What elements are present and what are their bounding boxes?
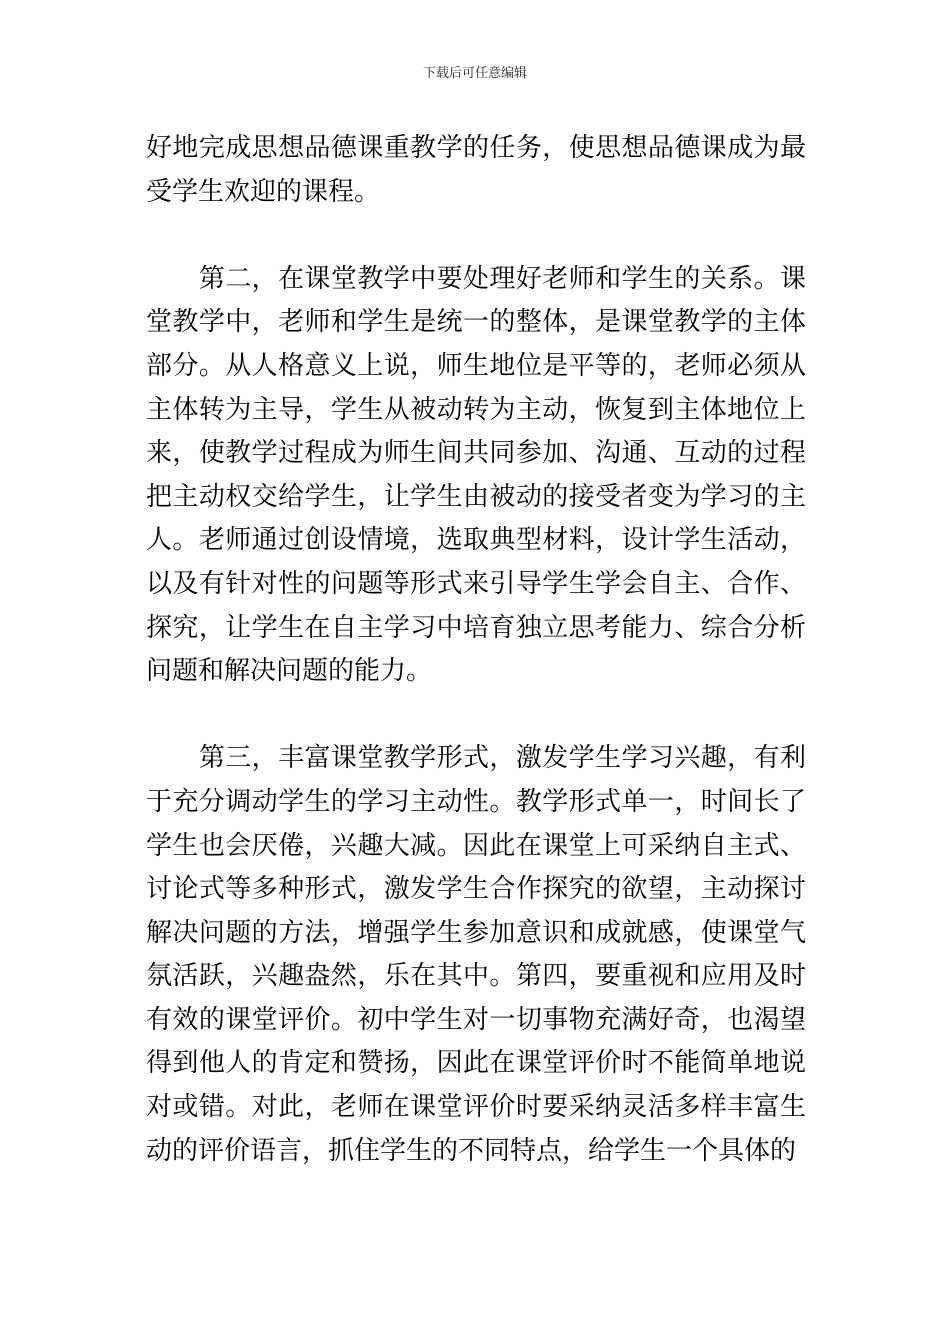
text-line: 讨论式等多种形式，激发学生合作探究的欲望，主动探讨: [146, 874, 806, 905]
text-line: 得到他人的肯定和赞扬，因此在课堂评价时不能简单地说: [146, 1048, 806, 1079]
text-line: 于充分调动学生的学习主动性。教学形式单一，时间长了: [146, 786, 806, 817]
document-body: [146, 127, 806, 1173]
text-line: 把主动权交给学生，让学生由被动的接受者变为学习的主: [146, 481, 806, 512]
text-line: 人。老师通过创设情境，选取典型材料，设计学生活动，: [146, 525, 806, 556]
text-line: 问题和解决问题的能力。: [146, 656, 433, 687]
text-line: 来，使教学过程成为师生间共同参加、沟通、互动的过程: [146, 438, 806, 469]
text-line: 第三，丰富课堂教学形式，激发学生学习兴趣，有利: [146, 743, 806, 774]
text-line: 氛活跃，兴趣盎然，乐在其中。第四，要重视和应用及时: [146, 961, 806, 992]
text-line: 对或错。对此，老师在课堂评价时要采纳灵活多样丰富生: [146, 1092, 806, 1123]
text-line: 以及有针对性的问题等形式来引导学生学会自主、合作、: [146, 568, 806, 599]
text-line: 第二，在课堂教学中要处理好老师和学生的关系。课: [146, 263, 806, 294]
text-line: 部分。从人格意义上说，师生地位是平等的，老师必须从: [146, 350, 806, 381]
text-line: 动的评价语言，抓住学生的不同特点，给学生一个具体的: [146, 1135, 797, 1166]
paragraph-spacer: [146, 214, 806, 258]
text-line: 探究，让学生在自主学习中培育独立思考能力、综合分析: [146, 612, 806, 643]
text-line: 受学生欢迎的课程。: [146, 176, 381, 207]
text-line: 堂教学中，老师和学生是统一的整体，是课堂教学的主体: [146, 307, 806, 338]
text-line: 有效的课堂评价。初中学生对一切事物充满好奇，也渴望: [146, 1004, 806, 1035]
text-line: 学生也会厌倦，兴趣大减。因此在课堂上可采纳自主式、: [146, 830, 806, 861]
text-line: 好地完成思想品德课重教学的任务，使思想品德课成为最: [146, 133, 806, 163]
text-line: 解决问题的方法，增强学生参加意识和成就感，使课堂气: [146, 917, 806, 948]
text-line: 主体转为主导，学生从被动转为主动，恢复到主体地位上: [146, 394, 806, 425]
page-header: 下载后可任意编辑: [422, 66, 527, 81]
paragraph-spacer: [146, 694, 806, 738]
